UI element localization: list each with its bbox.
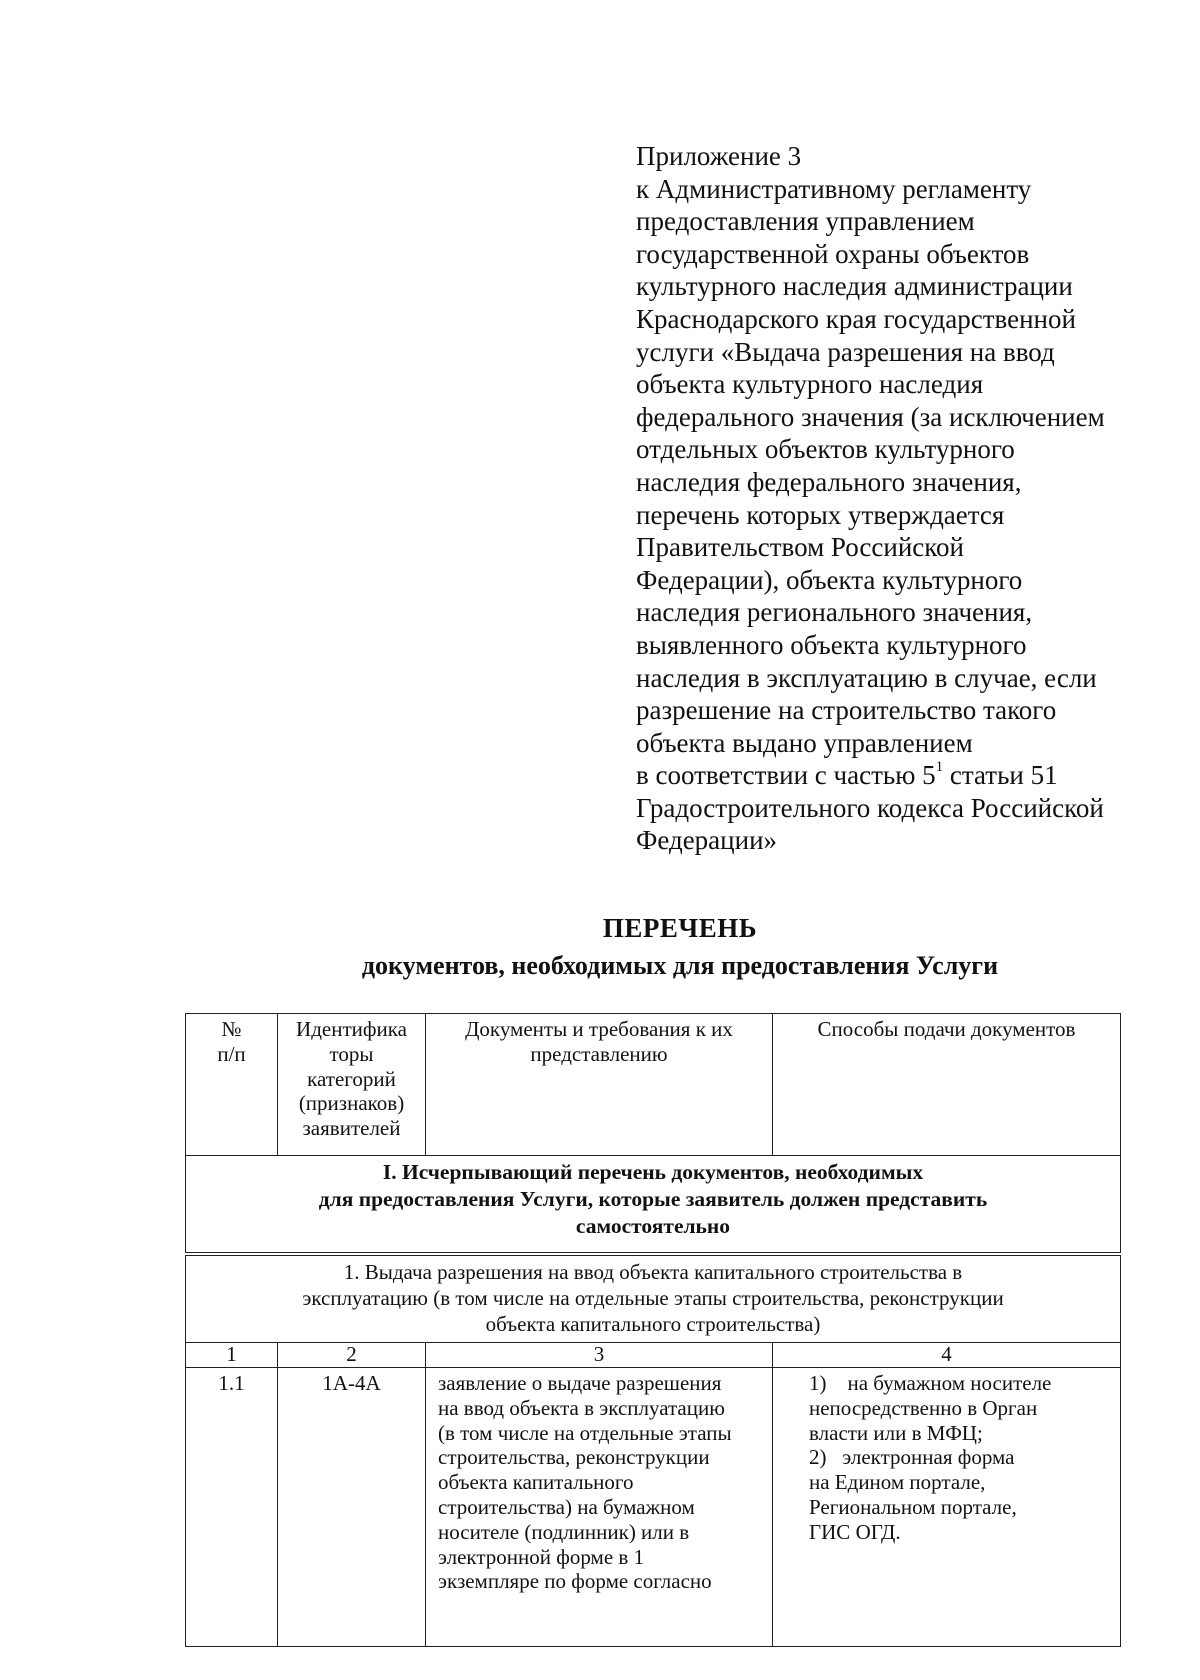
column-number: 3 bbox=[426, 1343, 773, 1368]
section-row bbox=[186, 1156, 1121, 1255]
appendix-line: услуги «Выдача разрешения на ввод bbox=[636, 336, 1055, 367]
subsection-title: 1. Выдача разрешения на ввод объекта капитального строительства в эксплуатацию (в том числе на отдельные этапы строительства, реконструкции объекта капитального строительства) bbox=[186, 1254, 1121, 1343]
document-heading bbox=[180, 910, 1180, 986]
subsection-row bbox=[186, 1254, 1121, 1343]
table-row bbox=[186, 1368, 1121, 1647]
row-number: 1.1 bbox=[186, 1368, 278, 1647]
row-applicant-ids: 1А-4А bbox=[278, 1368, 426, 1647]
appendix-line-part: статьи 51 bbox=[943, 760, 1058, 791]
column-number: 4 bbox=[773, 1343, 1121, 1368]
appendix-line: Правительством Российской bbox=[636, 532, 964, 563]
section-title: I. Исчерпывающий перечень документов, необходимых для предоставления Услуги, которые заявитель должен представить самостоятельно bbox=[186, 1156, 1121, 1255]
appendix-line-part: в соответствии с частью 5 bbox=[636, 760, 936, 791]
header-methods: Способы подачи документов bbox=[773, 1014, 1121, 1156]
column-number: 2 bbox=[278, 1343, 426, 1368]
row-documents: заявление о выдаче разрешения на ввод объекта в эксплуатацию (в том числе на отдельные этапы строительства, реконструкции объекта капитального строительства) на бумажном носителе (подлинник) или в электронной форме в 1 экземпляре по форме согласно bbox=[426, 1368, 773, 1647]
appendix-line: Приложение 3 bbox=[636, 141, 802, 171]
appendix-line: отдельных объектов культурного bbox=[636, 434, 1015, 465]
appendix-line: культурного наследия администрации bbox=[636, 271, 1073, 302]
documents-table bbox=[185, 1013, 1121, 1647]
appendix-line: предоставления управлением bbox=[636, 206, 975, 237]
header-documents: Документы и требования к их представлению bbox=[426, 1014, 773, 1156]
appendix-line: наследия регионального значения, bbox=[636, 597, 1033, 628]
appendix-line: объекта культурного наследия bbox=[636, 369, 984, 400]
appendix-block bbox=[636, 140, 1156, 857]
appendix-line: наследия федерального значения, bbox=[636, 466, 1022, 497]
appendix-line: Краснодарского края государственной bbox=[636, 303, 1076, 334]
table-header-row bbox=[186, 1014, 1121, 1156]
appendix-line: государственной охраны объектов bbox=[636, 238, 1030, 269]
appendix-line: объекта выдано управлением bbox=[636, 727, 973, 758]
appendix-line-with-superscript bbox=[636, 759, 1156, 792]
header-applicant-ids: Идентифика торы категорий (признаков) заявителей bbox=[278, 1014, 426, 1156]
appendix-line: разрешение на строительство такого bbox=[636, 695, 1057, 726]
appendix-line: выявленного объекта культурного bbox=[636, 629, 1027, 660]
row-methods: 1) на бумажном носителе непосредственно в Орган власти или в МФЦ; 2) электронная форма на Едином портале, Региональном портале, ГИС ОГД. bbox=[773, 1368, 1121, 1647]
appendix-line: федерального значения (за исключением bbox=[636, 401, 1105, 432]
column-numbers-row bbox=[186, 1343, 1121, 1368]
appendix-line: Градостроительного кодекса Российской bbox=[636, 792, 1104, 823]
appendix-line: наследия в эксплуатацию в случае, если bbox=[636, 662, 1097, 693]
appendix-line: Федерации), объекта культурного bbox=[636, 564, 1023, 595]
heading-title: ПЕРЕЧЕНЬ bbox=[602, 913, 758, 943]
column-number: 1 bbox=[186, 1343, 278, 1368]
header-number: № п/п bbox=[186, 1014, 278, 1156]
appendix-line: Федерации» bbox=[636, 825, 778, 856]
appendix-line: к Административному регламенту bbox=[636, 173, 1032, 204]
appendix-line: перечень которых утверждается bbox=[636, 499, 1005, 530]
superscript: 1 bbox=[935, 759, 944, 776]
heading-subtitle: документов, необходимых для предоставления Услуги bbox=[361, 951, 999, 980]
